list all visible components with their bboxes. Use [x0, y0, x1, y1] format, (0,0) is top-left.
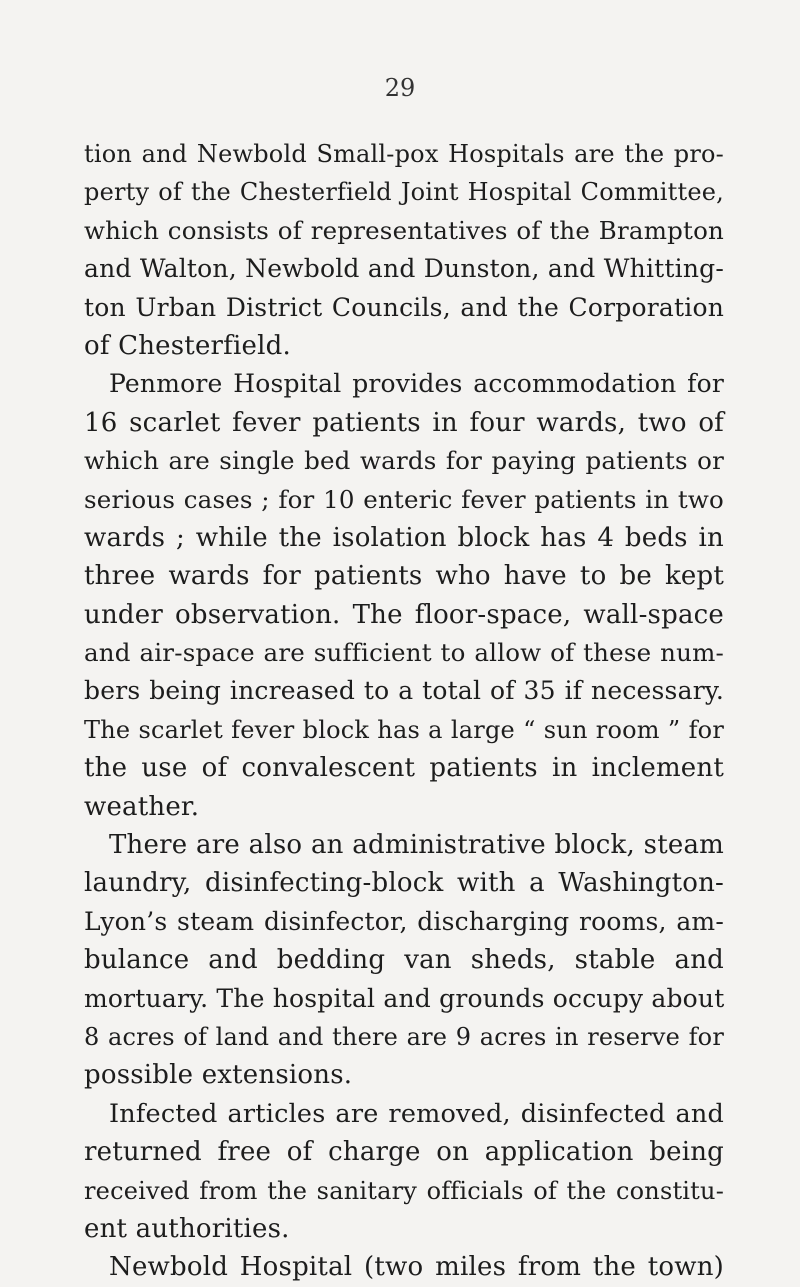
text-line: ton Urban District Councils, and the Corporation — [84, 292, 724, 322]
text-line: bers being increased to a total of 35 if necessary. — [84, 676, 724, 706]
text-line: possible extensions. — [84, 1060, 353, 1091]
text-line: returned free of charge on application being — [84, 1137, 724, 1168]
text-line: the use of convalescent patients in inclement — [84, 753, 724, 784]
text-line: 16 scarlet fever patients in four wards, two of — [84, 407, 724, 438]
text-line: of Chesterfield. — [84, 330, 291, 361]
text-line: and air-space are sufficient to allow of these num- — [84, 638, 724, 668]
text-line: Penmore Hospital provides accommodation for — [109, 369, 724, 399]
body-text — [84, 135, 724, 1287]
text-line: laundry, disinfecting-block with a Washington- — [84, 868, 724, 899]
text-line: 8 acres of land and there are 9 acres in reserve for — [84, 1022, 724, 1051]
text-line: under observation. The floor-space, wall-space — [84, 599, 724, 630]
text-line: mortuary. The hospital and grounds occupy about — [84, 983, 725, 1013]
text-line: and Walton, Newbold and Dunston, and Whitting- — [84, 254, 724, 284]
text-line: three wards for patients who have to be kept — [84, 561, 724, 592]
text-line: Newbold Hospital (two miles from the town) — [109, 1252, 724, 1283]
text-line: which are single bed wards for paying patients or — [84, 446, 724, 476]
text-line: tion and Newbold Small-pox Hospitals are the pro- — [84, 140, 724, 168]
text-line: There are also an administrative block, steam — [109, 830, 724, 861]
text-line: bulance and bedding van sheds, stable and — [84, 945, 724, 976]
text-line: received from the sanitary officials of the constitu- — [84, 1176, 724, 1205]
text-line: Infected articles are removed, disinfected and — [109, 1098, 724, 1129]
page-number: 29 — [384, 74, 416, 102]
text-line: The scarlet fever block has a large “ sun room ” for — [84, 715, 724, 744]
text-line: wards ; while the isolation block has 4 beds in — [84, 522, 724, 553]
text-line: perty of the Chesterfield Joint Hospital Committee, — [84, 178, 724, 207]
text-line: weather. — [84, 791, 200, 822]
text-line: ent authorities. — [84, 1213, 290, 1244]
text-line: Lyon’s steam disinfector, discharging rooms, am- — [84, 906, 724, 936]
text-line: which consists of representatives of the Brampton — [84, 215, 724, 245]
text-line: serious cases ; for 10 enteric fever patients in two — [84, 484, 724, 514]
